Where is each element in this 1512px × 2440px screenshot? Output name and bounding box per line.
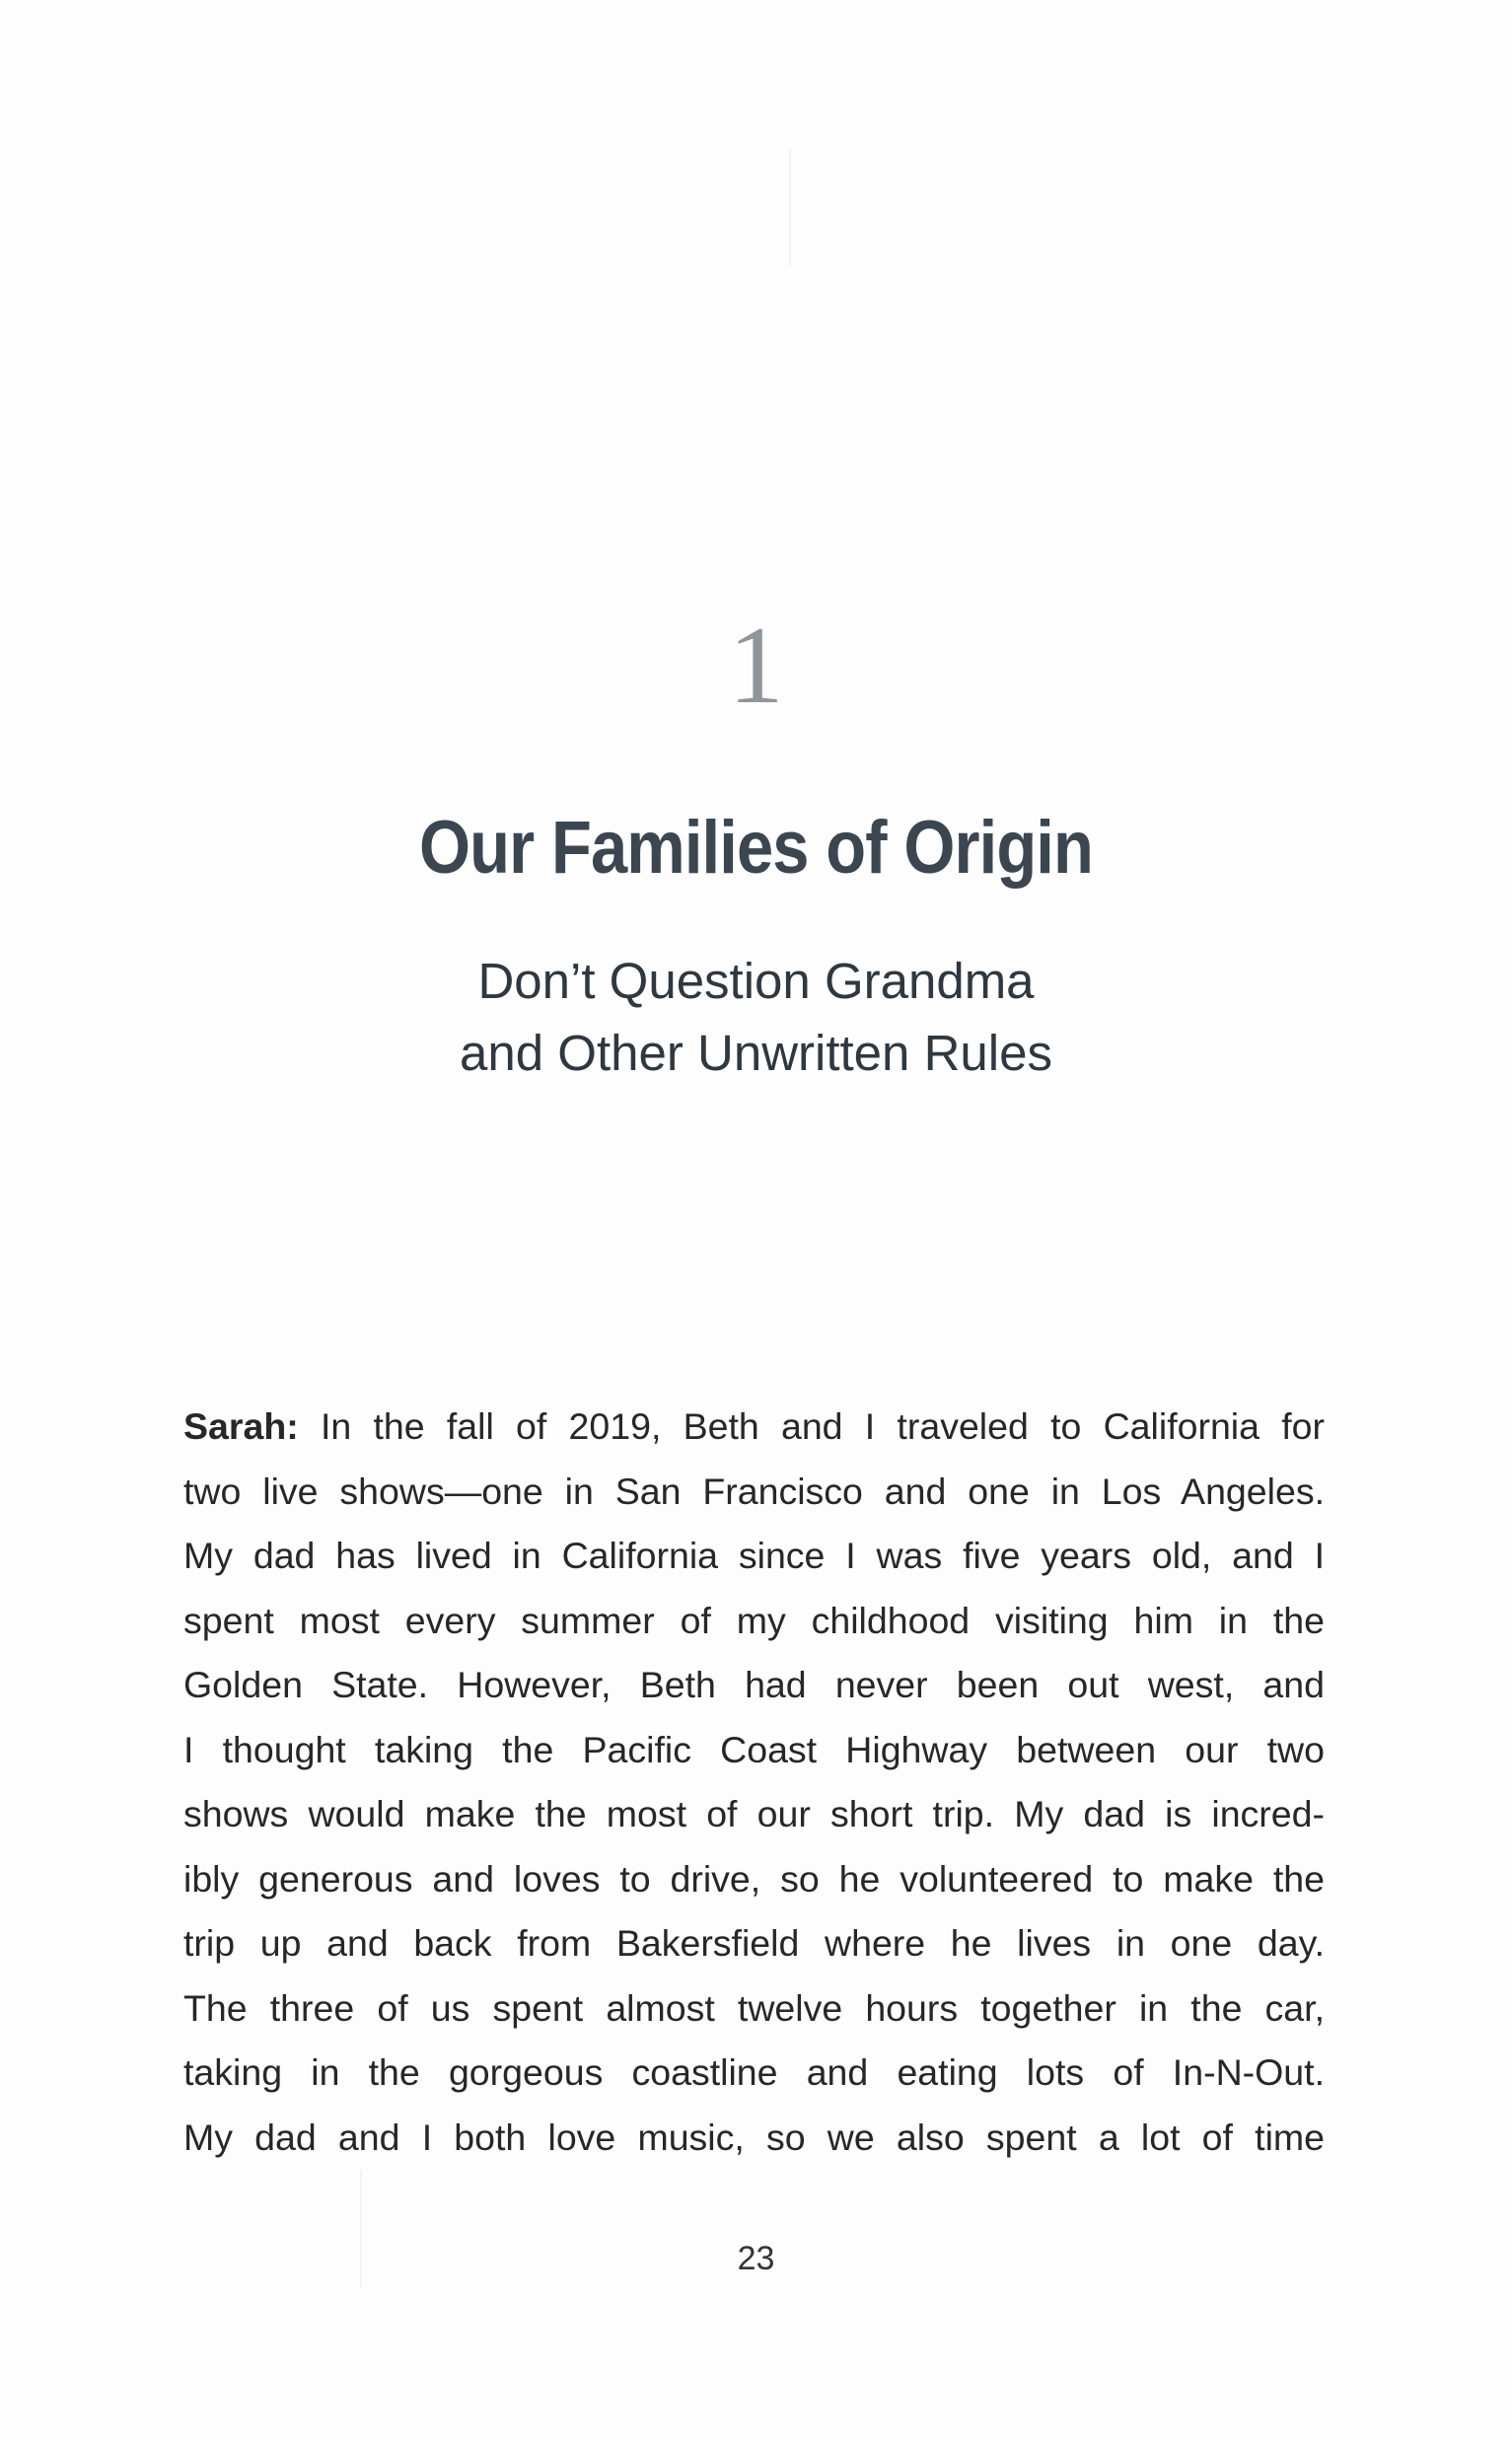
body-paragraph [183,1395,1325,2170]
body-line: The three of us spent almost twelve hours together in the car, [183,1986,1325,2029]
body-line: trip up and back from Bakersfield where he lives in one day. [183,1922,1325,1964]
body-line: taking in the gorgeous coastline and eating lots of In-N-Out. [183,2051,1325,2093]
chapter-subtitle-line: and Other Unwritten Rules [460,1025,1052,1081]
body-line: two live shows—one in San Francisco and one in Los Angeles. [183,1470,1325,1512]
body-line: spent most every summer of my childhood visiting him in the [183,1599,1325,1641]
scan-artifact [789,148,791,266]
body-line: I thought taking the Pacific Coast Highway between our two [183,1728,1325,1770]
body-line: My dad has lived in California since I was five years old, and I [183,1535,1325,1576]
body-line-text: In the fall of 2019, Beth and I traveled to California for [298,1405,1325,1447]
body-line: shows would make the most of our short trip. My dad is incred- [183,1793,1325,1834]
body-line [183,1395,1325,1460]
page-number: 23 [737,2240,775,2277]
chapter-subtitle-line: Don’t Question Grandma [477,953,1035,1009]
speaker-label: Sarah: [183,1405,299,1447]
chapter-subtitle [0,945,1512,1089]
body-line: Golden State. However, Beth had never been out west, and [183,1664,1325,1705]
body-line: My dad and I both love music, so we also spent a lot of time [183,2116,1325,2158]
chapter-number: 1 [728,605,784,727]
body-line: ibly generous and loves to drive, so he volunteered to make the [183,1857,1325,1900]
chapter-title: Our Families of Origin [419,806,1093,890]
